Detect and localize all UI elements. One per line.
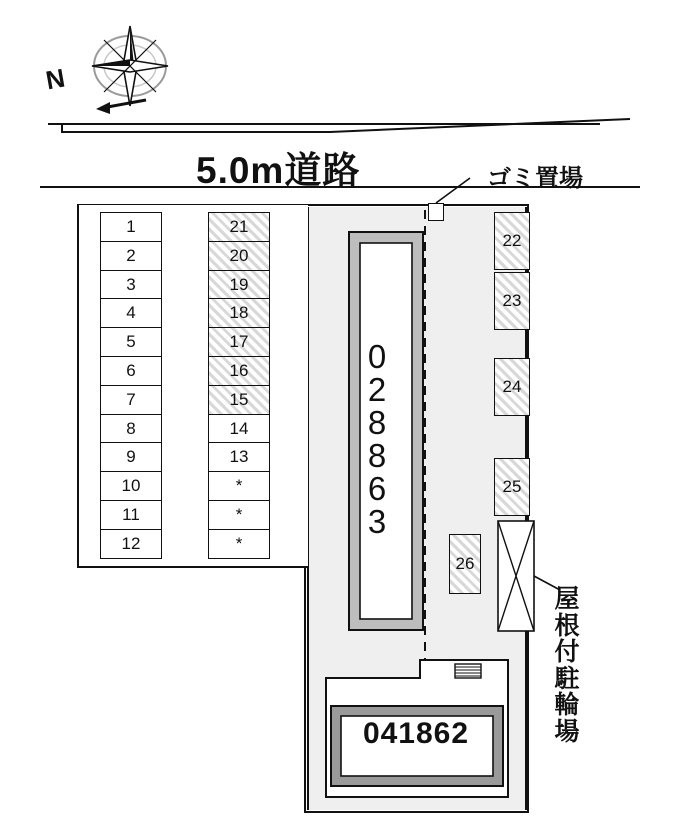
parking-stall-18: 18 [208, 298, 270, 328]
parking-stall-13: 13 [208, 442, 270, 472]
road-label: 5.0m道路 [196, 150, 361, 191]
parking-stall-7: 7 [100, 385, 162, 415]
parking-stall-26: 26 [449, 534, 481, 594]
parking-stall-15: 15 [208, 385, 270, 415]
parking-stall-3: 3 [100, 270, 162, 300]
parking-stall-17: 17 [208, 327, 270, 357]
parking-stall-23: 23 [494, 272, 530, 330]
compass-icon [80, 18, 190, 118]
parking-stall-6: 6 [100, 356, 162, 386]
garbage-area-box [428, 203, 444, 221]
parking-stall-star-3: * [208, 529, 270, 559]
parking-stall-4: 4 [100, 298, 162, 328]
parking-stall-25: 25 [494, 458, 530, 516]
bike-shelter-label: 屋 根 付 駐 輪 場 [554, 585, 580, 746]
compass-north-label: N [43, 62, 68, 96]
property-plate-number: 041862 [362, 717, 470, 750]
parking-stall-5: 5 [100, 327, 162, 357]
parking-stall-11: 11 [100, 500, 162, 530]
parking-stall-14: 14 [208, 414, 270, 444]
parking-stall-12: 12 [100, 529, 162, 559]
parking-stall-22: 22 [494, 212, 530, 270]
parking-stall-9: 9 [100, 442, 162, 472]
parking-stall-20: 20 [208, 241, 270, 271]
parking-stall-24: 24 [494, 358, 530, 416]
parking-stall-1: 1 [100, 212, 162, 242]
parking-stall-star-1: * [208, 471, 270, 501]
parking-stall-star-2: * [208, 500, 270, 530]
parking-stall-8: 8 [100, 414, 162, 444]
parking-stall-19: 19 [208, 270, 270, 300]
building-number: 0 2 8 8 6 3 [367, 338, 387, 540]
parking-stall-2: 2 [100, 241, 162, 271]
parking-stall-16: 16 [208, 356, 270, 386]
parking-stall-10: 10 [100, 471, 162, 501]
parking-stall-21: 21 [208, 212, 270, 242]
garbage-area-label: ゴミ置場 [487, 165, 583, 192]
